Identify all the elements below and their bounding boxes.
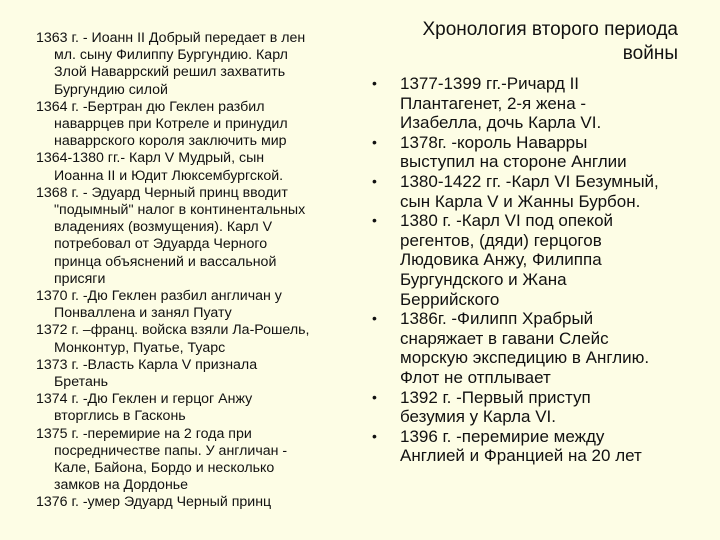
bullet-item — [372, 427, 702, 466]
slide-title — [398, 18, 678, 66]
chronology-entry-line: посредничестве папы. У англичан - — [54, 442, 288, 459]
chronology-entry-line: 1364 г. -Бертран дю Геклен разбил — [36, 98, 265, 115]
chronology-entry — [36, 391, 388, 425]
bullet-dot-icon: • — [372, 172, 377, 189]
chronology-entry-line: потребовал от Эдуарда Черного — [54, 236, 268, 253]
bullet-item-line: Бургундского и Жана — [400, 269, 567, 289]
chronology-entry-line: 1364-1380 гг.- Карл V Мудрый, сын — [36, 150, 265, 167]
bullet-item-line: Англией и Францией на 20 лет — [400, 446, 642, 466]
chronology-entry-line: Бретань — [54, 374, 109, 391]
bullet-item-line: 1386г. -Филипп Храбрый — [400, 309, 594, 329]
bullet-dot-icon: • — [372, 310, 377, 327]
chronology-entry-line: вторглись в Гасконь — [54, 408, 186, 425]
chronology-entry-line: наваррцев при Котреле и принудил — [54, 116, 288, 133]
bullet-item — [372, 388, 702, 427]
bullet-item — [372, 74, 702, 133]
bullet-item-line: 1396 г. -перемирие между — [400, 426, 605, 446]
chronology-entry-line: 1373 г. -Власть Карла V признала — [36, 356, 258, 373]
bullet-item — [372, 211, 702, 309]
chronology-entry-line: 1368 г. - Эдуард Черный принц вводит — [36, 184, 288, 201]
bullet-item-line: Людовика Анжу, Филиппа — [400, 250, 602, 270]
chronology-entry — [36, 99, 388, 151]
bullet-dot-icon: • — [372, 133, 377, 150]
bullet-item — [372, 133, 702, 172]
bullet-dot-icon: • — [372, 427, 377, 444]
chronology-entry-line: Злой Наваррский решил захватить — [54, 64, 286, 81]
chronology-entry — [36, 150, 388, 184]
chronology-entry-line: принца объяснений и вассальной — [54, 253, 277, 270]
bullet-item-line: снаряжает в гавани Слейс — [400, 328, 609, 348]
chronology-entry-line: Иоанна II и Юдит Люксембургской. — [54, 167, 284, 184]
bullet-item — [372, 309, 702, 387]
chronology-entry-line: 1375 г. -перемирие на 2 года при — [36, 425, 252, 442]
chronology-entry — [36, 185, 388, 288]
chronology-entry-line: "подымный" налог в континентальных — [54, 202, 306, 219]
bullet-item-line: 1380-1422 гг. -Карл VI Безумный, — [400, 171, 659, 191]
bullet-item-line: Изабелла, дочь Карла VI. — [400, 113, 602, 133]
chronology-entry-line: Понваллена и занял Пуату — [54, 305, 232, 322]
bullet-dot-icon: • — [372, 388, 377, 405]
bullet-item-line: Флот не отплывает — [400, 367, 551, 387]
chronology-entry-line: замков на Дордонье — [54, 477, 189, 494]
bullet-item-line: морскую экспедицию в Англию. — [400, 348, 650, 368]
chronology-entry-line: наваррского короля заключить мир — [54, 133, 287, 150]
bullet-item — [372, 172, 702, 211]
chronology-entry-line: владениях (возмущения). Карл V — [54, 219, 273, 236]
bullet-item-line: регентов, (дяди) герцогов — [400, 230, 602, 250]
chronology-entry — [36, 357, 388, 391]
chronology-entry-line: присяги — [54, 270, 106, 287]
chronology-entry-line: мл. сыну Филиппу Бургундию. Карл — [54, 47, 288, 64]
chronology-entry-line: 1372 г. –франц. войска взяли Ла-Рошель, — [36, 322, 310, 339]
slide-title-line-1: Хронология второго периода — [422, 19, 678, 40]
chronology-entry-line: 1370 г. -Дю Геклен разбил англичан у — [36, 288, 282, 305]
bullet-item-line: 1392 г. -Первый приступ — [400, 387, 591, 407]
bullet-item-line: безумия у Карла VI. — [400, 407, 556, 427]
right-bullet-list — [372, 74, 702, 466]
chronology-entry — [36, 288, 388, 322]
chronology-entry-line: 1363 г. - Иоанн II Добрый передает в лен — [36, 30, 306, 46]
bullet-item-line: выступил на стороне Англии — [400, 152, 627, 172]
chronology-entry-line: Монконтур, Пуатье, Туарс — [54, 339, 226, 356]
chronology-entry — [36, 30, 388, 99]
left-chronology-column — [36, 30, 388, 512]
chronology-entry-line: 1376 г. -умер Эдуард Черный принц — [36, 494, 272, 511]
bullet-item-line: 1380 г. -Карл VI под опекой — [400, 211, 614, 231]
chronology-entry — [36, 494, 388, 511]
bullet-item-line: сын Карла V и Жанны Бурбон. — [400, 191, 641, 211]
chronology-entry-line: Кале, Байона, Бордо и несколько — [54, 460, 275, 477]
bullet-item-line: 1378г. -король Наварры — [400, 132, 588, 152]
bullet-item-line: Беррийского — [400, 289, 500, 309]
chronology-entry-line: Бургундию силой — [54, 81, 168, 98]
chronology-entry-line: 1374 г. -Дю Геклен и герцог Анжу — [36, 391, 253, 408]
slide-title-line-2: войны — [622, 43, 678, 64]
bullet-item-line: Плантагенет, 2-я жена - — [400, 93, 587, 113]
bullet-dot-icon: • — [372, 212, 377, 229]
bullet-dot-icon: • — [372, 75, 377, 91]
chronology-entry — [36, 322, 388, 356]
bullet-item-line: 1377-1399 гг.-Ричард II — [400, 74, 580, 93]
chronology-entry — [36, 426, 388, 495]
